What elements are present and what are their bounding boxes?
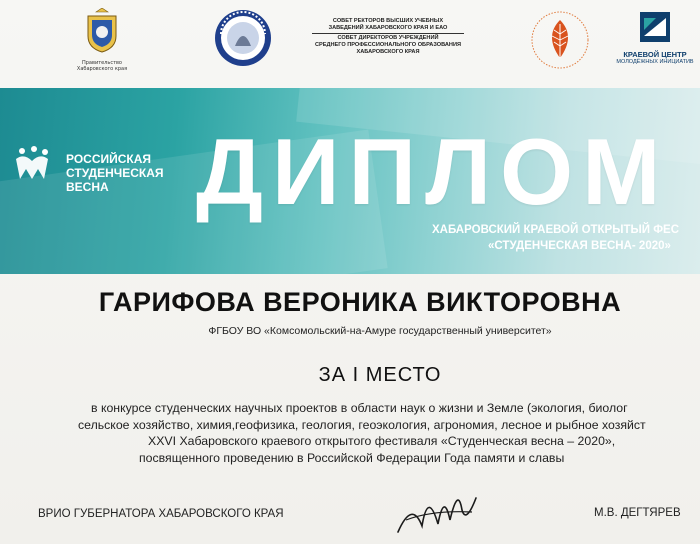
council-line-5: ХАБАРОВСКОГО КРАЯ [356,49,420,55]
festival-line-1: ХАБАРОВСКИЙ КРАЕВОЙ ОТКРЫТЫЙ ФЕС [432,224,680,236]
sv-line-1: РОССИЙСКАЯ [66,152,152,166]
sv-line-3: ВЕСНА [66,180,109,194]
council-line-1: СОВЕТ РЕКТОРОВ ВЫСШИХ УЧЕБНЫХ [332,18,444,24]
signer-title: ВРИО ГУБЕРНАТОРА ХАБАРОВСКОГО КРАЯ [38,508,284,520]
student-spring-icon [12,143,52,183]
diploma-title: ДИПЛОМ [196,119,670,224]
festival-name [432,222,679,254]
university-name: ФГБОУ ВО «Комсомольский-на-Амуре государственный университет» [208,325,552,337]
student-spring-name [66,152,164,194]
signer-name: М.В. ДЕГТЯРЕВ [594,507,681,519]
signature-image [392,480,482,540]
award-place: ЗА I МЕСТО [318,364,442,386]
council-line-2: ЗАВЕДЕНИЙ ХАБАРОВСКОГО КРАЯ И ЕАО [328,25,448,31]
youth-center-subtitle: МОЛОДЁЖНЫХ ИНИЦИАТИВ [616,59,694,65]
recipient-name: ГАРИФОВА ВЕРОНИКА ВИКТОРОВНА [98,287,622,317]
description-line-4: посвященного проведению в Российской Федерации Года памяти и славы [139,450,565,465]
youth-center-icon [638,10,672,44]
rectors-council-logo [300,18,476,56]
round-emblem-logo [213,8,273,68]
council-divider [312,33,464,34]
youth-center-logo [616,10,694,65]
description-line-1: в конкурсе студенческих научных проектов в области наук о жизни и Земле (экология, биолог [91,401,628,415]
coat-of-arms-icon [82,8,122,54]
gov-label: Правительство Хабаровского края [76,60,128,72]
award-description [0,400,700,466]
youth-center-title: КРАЕВОЙ ЦЕНТР [623,50,687,59]
council-line-3: СОВЕТ ДИРЕКТОРОВ УЧРЕЖДЕНИЙ [337,35,439,41]
sv-line-2: СТУДЕНЧЕСКАЯ [66,166,164,180]
description-line-3: XXVI Хабаровского краевого открытого фестиваля «Студенческая весна – 2020», [148,434,616,448]
description-line-2: сельское хозяйство, химия,геофизика, геология, геоэкология, агрономия, лесное и рыбное хозяйст [78,417,646,432]
leaf-logo [530,10,590,70]
festival-line-2: «СТУДЕНЧЕСКАЯ ВЕСНА- 2020» [488,240,671,252]
khabarovsk-government-logo [76,8,128,72]
council-line-4: СРЕДНЕГО ПРОФЕССИОНАЛЬНОГО ОБРАЗОВАНИЯ [314,42,462,48]
